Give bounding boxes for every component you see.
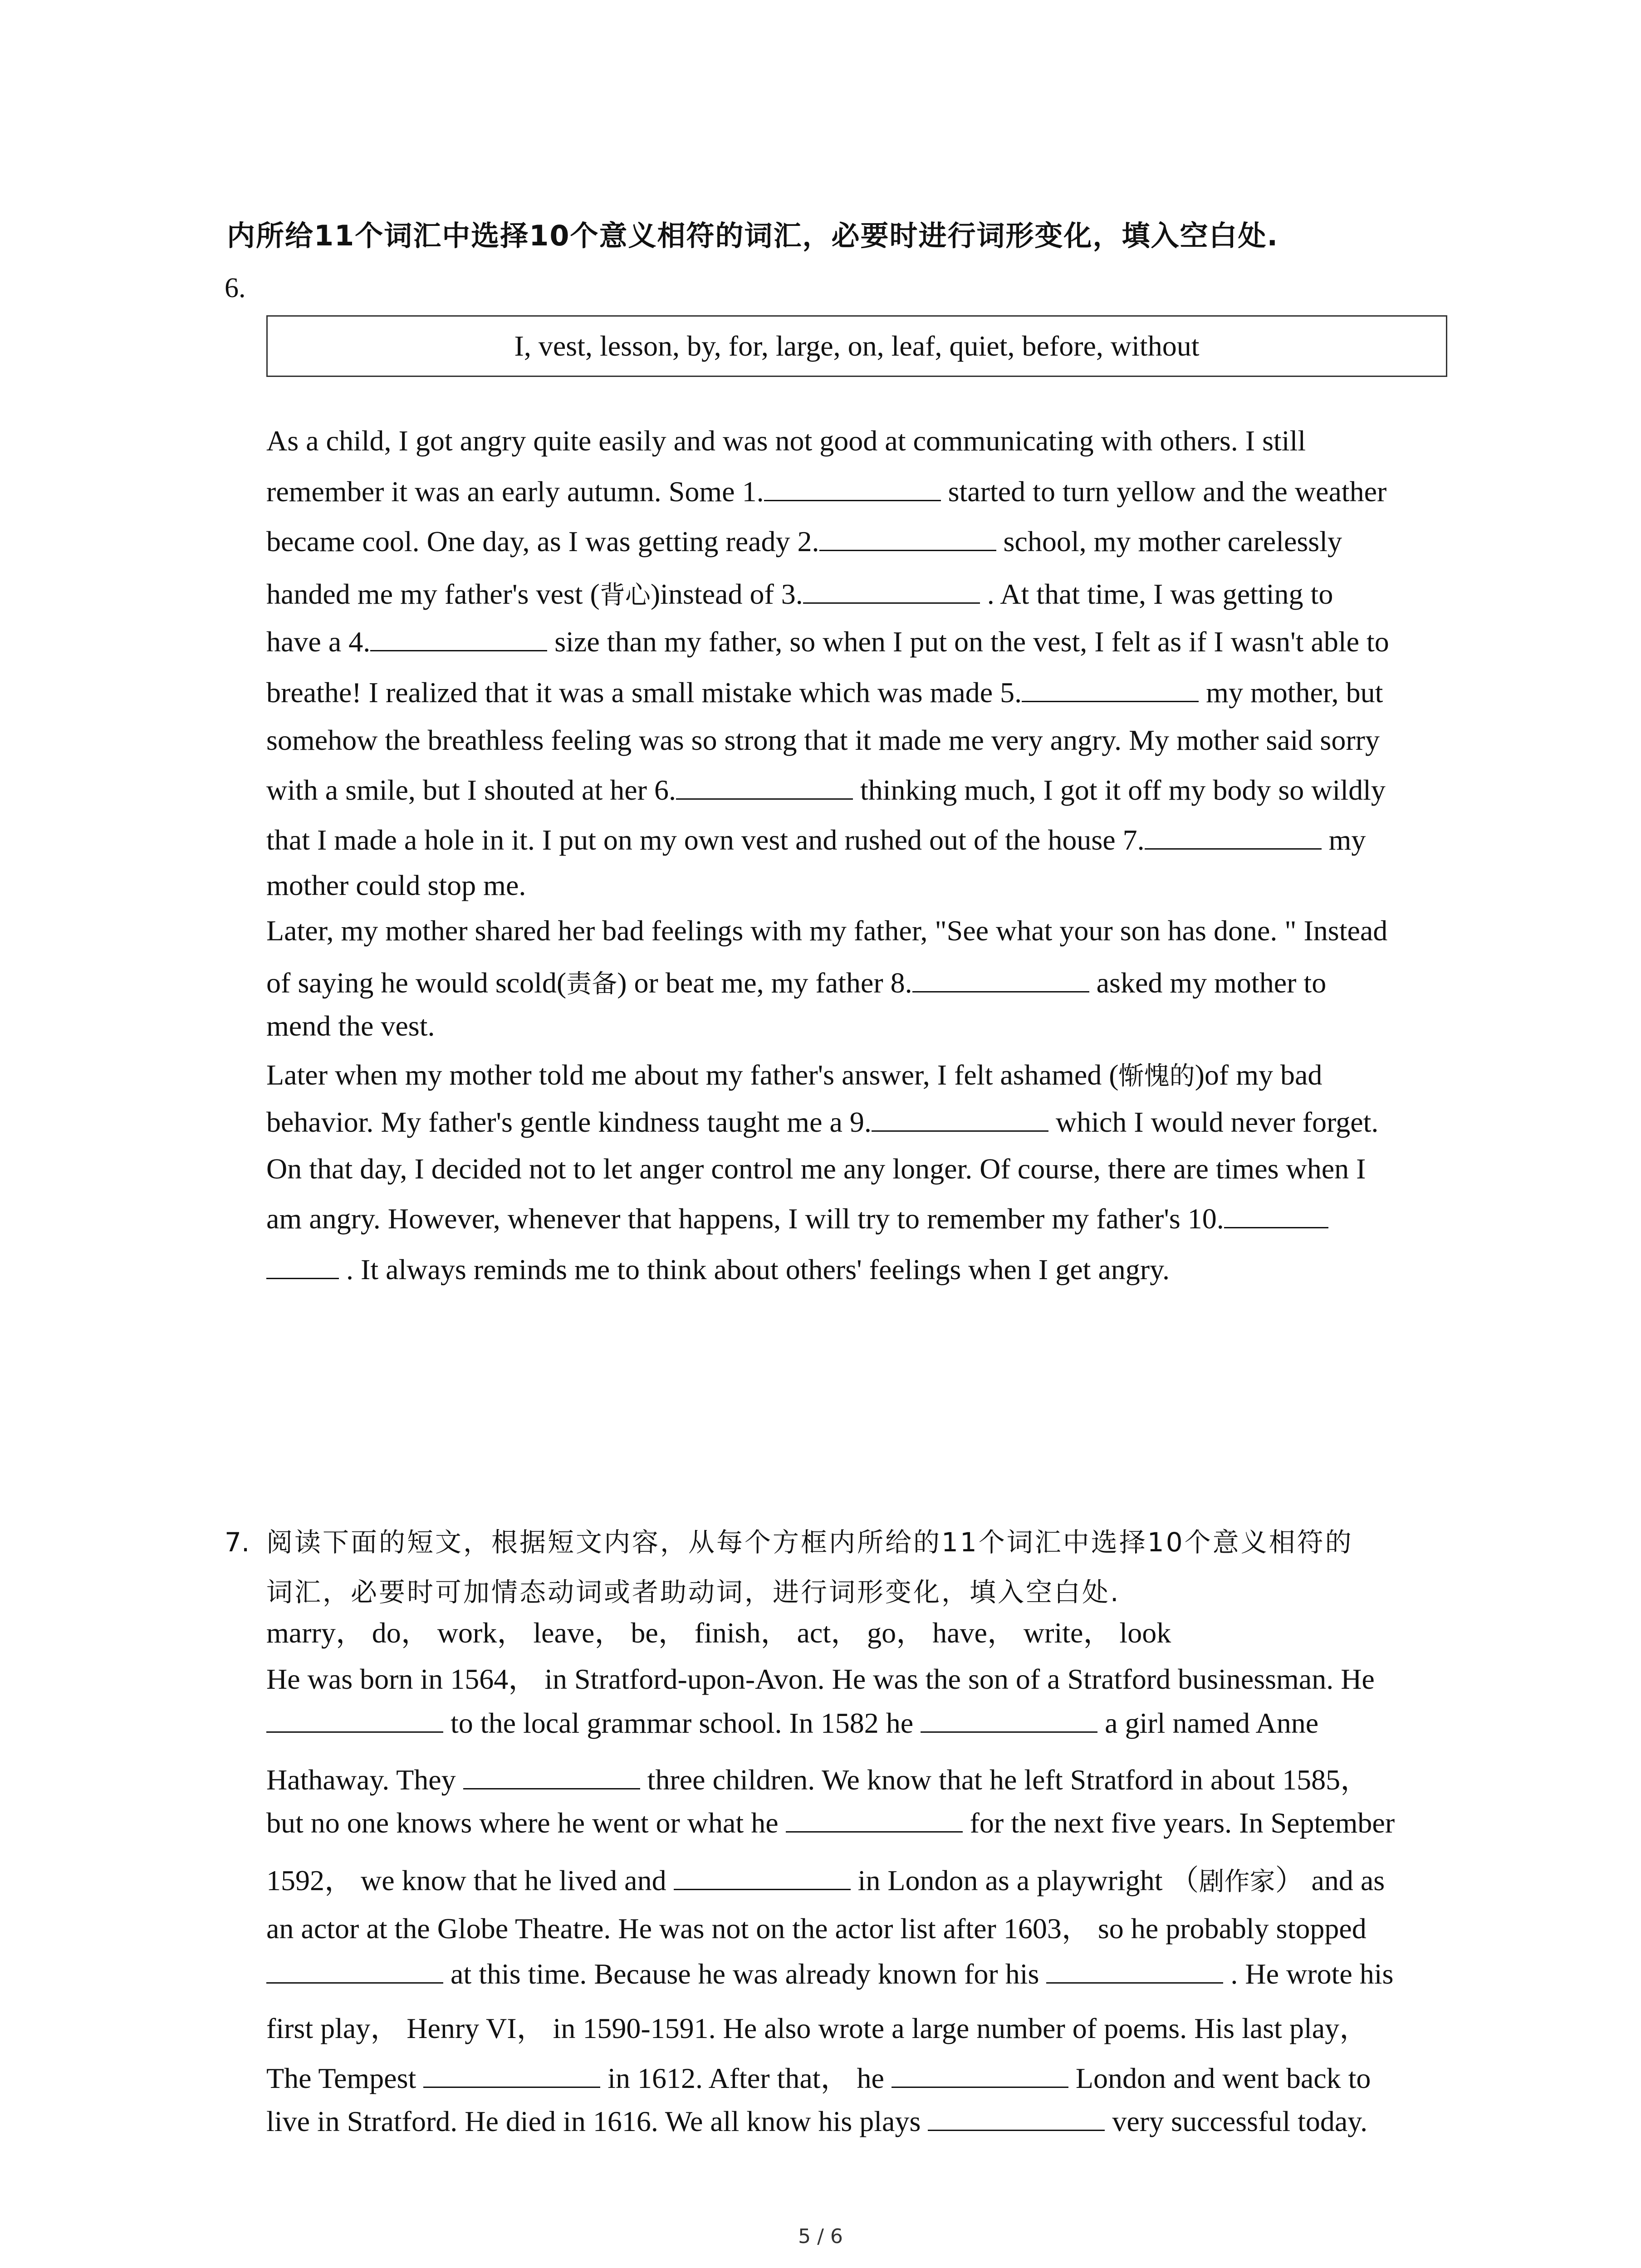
- q6-line-3: became cool. One day, as I was getting ready 2. school, my mother carelessly: [266, 525, 1342, 557]
- q6-line-15: behavior. My father's gentle kindness taught me a 9. which I would never forget.: [266, 1106, 1379, 1138]
- blank-10-continued[interactable]: [266, 1253, 339, 1279]
- q6-line-8: with a smile, but I shouted at her 6. thinking much, I got it off my body so wildly: [266, 774, 1386, 806]
- q6-line-6: breathe! I realized that it was a small mistake which was made 5. my mother, but: [266, 676, 1383, 709]
- q7-line-8: first play， Henry VI， in 1590-1591. He also wrote a large number of poems. His last play，: [266, 2012, 1369, 2044]
- q6-line-9: that I made a hole in it. I put on my own vest and rushed out of the house 7. my: [266, 824, 1366, 856]
- q6-line-11: Later, my mother shared her bad feelings with my father, "See what your son has done. " Instead: [266, 914, 1388, 947]
- q7-instruction-line-2: 词汇，必要时可加情态动词或者助动词，进行词形变化，填入空白处.: [266, 1577, 1121, 1608]
- blank-5[interactable]: [1022, 676, 1199, 702]
- q7-blank-7[interactable]: [1046, 1958, 1223, 1984]
- blank-8[interactable]: [912, 967, 1089, 992]
- q6-line-14: Later when my mother told me about my father's answer, I felt ashamed (惭愧的)of my bad: [266, 1059, 1323, 1091]
- blank-9[interactable]: [872, 1106, 1048, 1132]
- q6-line-18: . It always reminds me to think about others' feelings when I get angry.: [266, 1253, 1170, 1286]
- q7-number: 7.: [225, 1527, 250, 1558]
- q7-line-3: Hathaway. They three children. We know that he left Stratford in about 1585，: [266, 1764, 1370, 1796]
- q6-word-box: [266, 315, 1447, 377]
- q6-word-list: I, vest, lesson, by, for, large, on, leaf, quiet, before, without: [514, 330, 1200, 362]
- q7-blank-1[interactable]: [266, 1707, 443, 1733]
- q6-line-1: As a child, I got angry quite easily and was not good at communicating with others. I still: [266, 425, 1306, 457]
- q7-line-4: but no one knows where he went or what he for the next five years. In September: [266, 1807, 1395, 1839]
- page-number: 5 / 6: [798, 2225, 843, 2248]
- q6-number: 6.: [225, 273, 246, 303]
- q6-line-2: remember it was an early autumn. Some 1. started to turn yellow and the weather: [266, 475, 1387, 508]
- q7-word-list: marry， do， work， leave， be， finish， act， go， have， write， look: [266, 1617, 1171, 1649]
- q7-blank-6[interactable]: [266, 1958, 443, 1984]
- q6-line-17: am angry. However, whenever that happens, I will try to remember my father's 10.: [266, 1202, 1328, 1236]
- q7-instruction-line-1: 阅读下面的短文，根据短文内容，从每个方框内所给的11个词汇中选择10个意义相符的: [266, 1527, 1353, 1558]
- q6-line-7: somehow the breathless feeling was so strong that it made me very angry. My mother said sorry: [266, 724, 1380, 756]
- blank-7[interactable]: [1145, 824, 1322, 850]
- q6-line-4: handed me my father's vest (背心)instead of 3. . At that time, I was getting to: [266, 578, 1333, 610]
- q6-line-13: mend the vest.: [266, 1010, 435, 1042]
- q7-line-1: He was born in 1564， in Stratford-upon-Avon. He was the son of a Stratford businessman. He: [266, 1663, 1375, 1695]
- q7-blank-4[interactable]: [786, 1807, 963, 1833]
- q7-instruction: [266, 1517, 1353, 1617]
- q7-blank-9[interactable]: [892, 2062, 1068, 2088]
- q7-blank-10[interactable]: [928, 2105, 1105, 2131]
- q6-instruction: 内所给11个词汇中选择10个意义相符的词汇，必要时进行词形变化，填入空白处.: [227, 219, 1279, 252]
- q7-blank-5[interactable]: [674, 1864, 851, 1890]
- blank-10[interactable]: [1224, 1202, 1328, 1228]
- q7-line-9: The Tempest in 1612. After that， he London and went back to: [266, 2062, 1371, 2094]
- q6-line-16: On that day, I decided not to let anger control me any longer. Of course, there are times when I: [266, 1153, 1366, 1185]
- blank-4[interactable]: [370, 626, 547, 651]
- q7-line-10: live in Stratford. He died in 1616. We all know his plays very successful today.: [266, 2105, 1368, 2137]
- q6-line-12: of saying he would scold(责备) or beat me, my father 8. asked my mother to: [266, 967, 1327, 999]
- blank-6[interactable]: [676, 774, 853, 800]
- q7-blank-2[interactable]: [921, 1707, 1097, 1733]
- blank-3[interactable]: [803, 578, 980, 604]
- q7-line-6: an actor at the Globe Theatre. He was not on the actor list after 1603， so he probably stopped: [266, 1912, 1367, 1945]
- q7-blank-8[interactable]: [423, 2062, 600, 2088]
- blank-2[interactable]: [819, 525, 996, 551]
- q7-line-2: to the local grammar school. In 1582 he a girl named Anne: [266, 1706, 1318, 1740]
- q7-line-7: at this time. Because he was already known for his . He wrote his: [266, 1957, 1393, 1991]
- q7-blank-3[interactable]: [463, 1764, 640, 1789]
- q6-line-5: have a 4. size than my father, so when I put on the vest, I felt as if I wasn't able to: [266, 626, 1389, 658]
- q7-line-5: 1592， we know that he lived and in London as a playwright （剧作家） and as: [266, 1864, 1385, 1897]
- q6-line-10: mother could stop me.: [266, 869, 526, 901]
- blank-1[interactable]: [764, 475, 941, 501]
